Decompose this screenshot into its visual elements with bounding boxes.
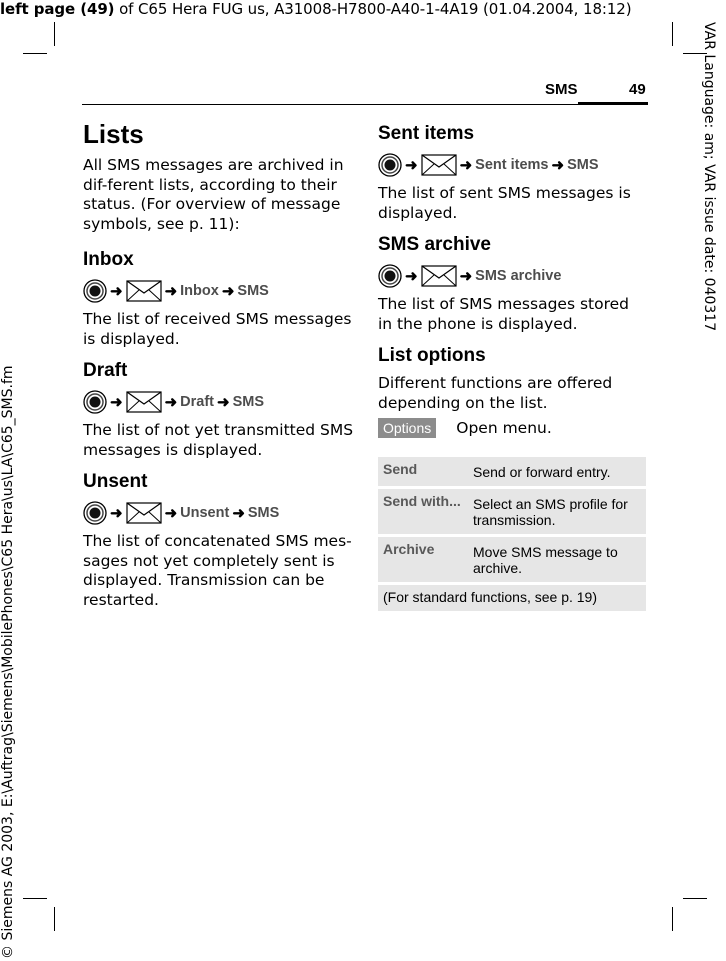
inbox-description: The list of received SMS messages is displayed.: [83, 310, 352, 348]
navigation-key-icon: [83, 390, 107, 414]
arrow-icon: ➜: [232, 505, 245, 522]
unsent-description: The list of concatenated SMS mes-sages not yet completely sent is displayed. Transmission can be restarted.: [83, 532, 352, 609]
nav-step: SMS: [232, 394, 264, 410]
section-heading-sent-items: Sent items: [378, 123, 475, 144]
arrow-icon: ➜: [405, 268, 418, 285]
sent-items-description: The list of sent SMS messages is displayed.: [378, 184, 631, 222]
print-info-line: [0, 0, 632, 18]
envelope-icon: [126, 279, 162, 303]
left-column: [83, 118, 355, 610]
arrow-icon: ➜: [459, 157, 473, 174]
crop-mark: [672, 22, 673, 46]
navigation-key-icon: [378, 153, 402, 177]
header-tab-bar: [578, 102, 648, 105]
intro-text: All SMS messages are archived in dif-ferent lists, according to their status. (For overview of message symbols, see p. 11):: [83, 156, 344, 233]
nav-path-inbox: [83, 278, 355, 304]
nav-step: Unsent: [180, 505, 230, 521]
table-row: [378, 489, 646, 534]
option-name: Send with...: [378, 489, 468, 534]
arrow-icon: ➜: [110, 394, 123, 411]
right-column: [378, 122, 648, 614]
options-softkey-description: Open menu.: [456, 419, 552, 437]
arrow-icon: ➜: [164, 394, 178, 411]
arrow-icon: ➜: [551, 157, 565, 174]
nav-step: Inbox: [180, 283, 219, 299]
arrow-icon: ➜: [110, 505, 123, 522]
envelope-icon: [421, 153, 457, 177]
print-info-bold: left page (49): [0, 0, 115, 18]
list-options-description: Different functions are offered depending on the list.: [378, 374, 613, 412]
nav-step: SMS: [247, 505, 280, 521]
var-language-note: VAR Language: am; VAR issue date: 040317: [701, 22, 717, 332]
section-heading-sms-archive: SMS archive: [378, 234, 491, 255]
envelope-icon: [126, 501, 162, 525]
crop-mark: [672, 907, 673, 931]
envelope-icon: [126, 390, 162, 414]
nav-step: SMS: [567, 157, 599, 173]
nav-step: Sent items: [475, 157, 549, 173]
nav-path-draft: [83, 389, 355, 415]
arrow-icon: ➜: [217, 394, 230, 411]
section-heading-list-options: List options: [378, 345, 486, 366]
section-heading-inbox: Inbox: [83, 249, 134, 270]
header-rule: [82, 104, 648, 105]
option-name: Send: [378, 457, 468, 486]
nav-step: Draft: [180, 394, 214, 410]
print-info-rest: of C65 Hera FUG us, A31008-H7800-A40-1-4A19 (01.04.2004, 18:12): [114, 0, 632, 18]
arrow-icon: ➜: [405, 157, 418, 174]
option-description: Move SMS message to archive.: [468, 537, 646, 582]
table-footer-note: (For standard functions, see p. 19): [378, 585, 646, 611]
option-description: Select an SMS profile for transmission.: [468, 489, 646, 534]
option-name: Archive: [378, 537, 468, 582]
navigation-key-icon: [378, 264, 402, 288]
option-description: Send or forward entry.: [468, 457, 646, 486]
navigation-key-icon: [83, 501, 107, 525]
nav-path-sent-items: [378, 152, 648, 178]
arrow-icon: ➜: [221, 283, 235, 300]
nav-step: SMS: [237, 283, 269, 299]
options-softkey-row: [378, 417, 648, 439]
navigation-key-icon: [83, 279, 107, 303]
copyright-path-note: © Siemens AG 2003, E:\Auftrag\Siemens\MobilePhones\C65 Hera\us\LA\C65_SMS.fm: [0, 365, 16, 959]
options-table: [378, 454, 646, 614]
section-heading-unsent: Unsent: [83, 471, 148, 492]
crop-mark: [54, 907, 55, 931]
running-header-section: SMS: [545, 81, 578, 98]
arrow-icon: ➜: [459, 268, 473, 285]
nav-path-sms-archive: [378, 263, 648, 289]
arrow-icon: ➜: [110, 283, 123, 300]
table-row: [378, 457, 646, 486]
draft-description: The list of not yet transmitted SMS messages is displayed.: [83, 421, 354, 459]
envelope-icon: [421, 264, 457, 288]
crop-mark: [23, 53, 47, 54]
crop-mark: [54, 22, 55, 46]
page-title: Lists: [83, 119, 144, 149]
table-row: [378, 537, 646, 582]
crop-mark: [23, 898, 47, 899]
nav-path-unsent: [83, 500, 355, 526]
nav-step: SMS archive: [475, 268, 562, 284]
table-row: [378, 585, 646, 611]
section-heading-draft: Draft: [83, 360, 128, 381]
sms-archive-description: The list of SMS messages stored in the phone is displayed.: [378, 295, 629, 333]
page-number: 49: [629, 81, 646, 98]
arrow-icon: ➜: [164, 283, 178, 300]
crop-mark: [683, 898, 707, 899]
arrow-icon: ➜: [164, 505, 178, 522]
options-softkey-button[interactable]: Options: [378, 418, 436, 438]
